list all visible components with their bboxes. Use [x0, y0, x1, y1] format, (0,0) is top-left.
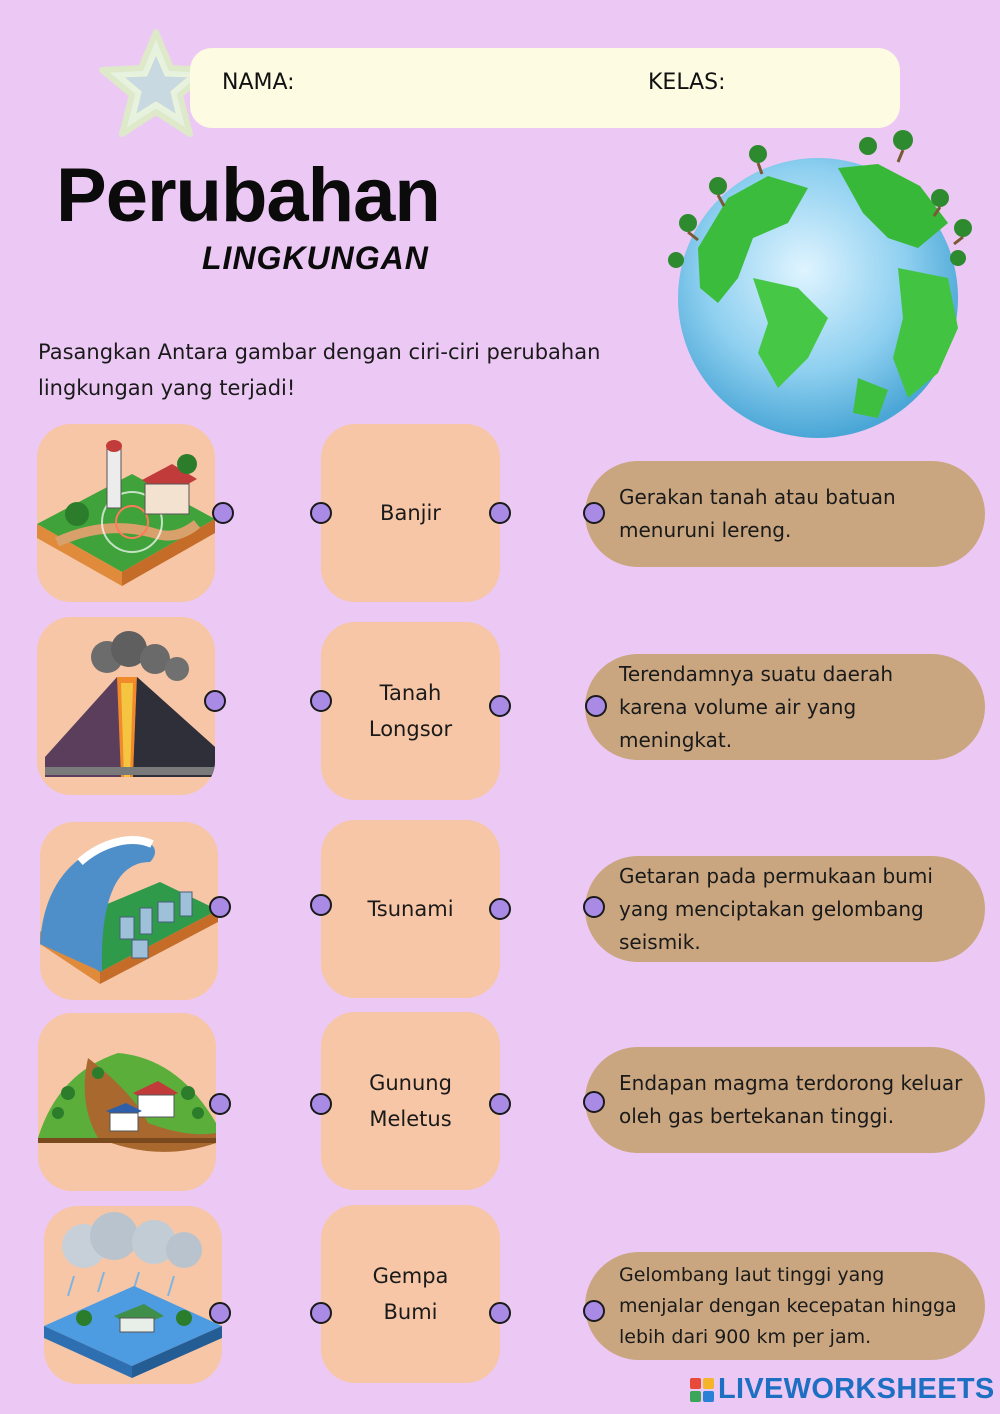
- picture-card-flood: [44, 1206, 222, 1384]
- connector-dot-description-2[interactable]: [585, 695, 607, 717]
- volcano-eruption-illustration-icon: [37, 617, 215, 795]
- description-text: Endapan magma terdorong keluar oleh gas bertekanan tinggi.: [619, 1071, 963, 1128]
- answer-card-banjir[interactable]: [321, 424, 500, 602]
- picture-card-earthquake: [37, 424, 215, 602]
- description-text: Gerakan tanah atau batuan menuruni lereng.: [619, 485, 896, 542]
- name-class-bar: [190, 48, 900, 128]
- connector-dot-description-3[interactable]: [583, 896, 605, 918]
- connector-dot-word-right-3[interactable]: [489, 898, 511, 920]
- connector-dot-description-5[interactable]: [583, 1300, 605, 1322]
- connector-dot-picture-2[interactable]: [204, 690, 226, 712]
- instruction-text: Pasangkan Antara gambar dengan ciri-ciri perubahan lingkungan yang terjadi!: [38, 340, 601, 400]
- answer-card-tsunami[interactable]: [321, 820, 500, 998]
- brand-text: LIVEWORKSHEETS: [718, 1373, 995, 1405]
- globe-icon: [658, 128, 978, 440]
- description-text: Getaran pada permukaan bumi yang menciptakan gelombang seismik.: [619, 863, 933, 954]
- answer-label: Banjir: [380, 501, 441, 525]
- connector-dot-picture-1[interactable]: [212, 502, 234, 524]
- description-pill-4: [585, 1047, 985, 1153]
- answer-label: Tanah Longsor: [368, 681, 453, 741]
- description-text: Terendamnya suatu daerah karena volume air yang meningkat.: [619, 661, 894, 752]
- connector-dot-word-left-4[interactable]: [310, 1093, 332, 1115]
- page-title: Perubahan: [56, 153, 440, 238]
- connector-dot-picture-4[interactable]: [209, 1093, 231, 1115]
- answer-label: Gunung Meletus: [369, 1071, 452, 1131]
- answer-card-gunung-meletus[interactable]: [321, 1012, 500, 1190]
- page-subtitle: LINGKUNGAN: [202, 240, 429, 276]
- connector-dot-word-left-3[interactable]: [310, 894, 332, 916]
- landslide-illustration-icon: [38, 1013, 216, 1191]
- answer-label: Tsunami: [367, 897, 454, 921]
- connector-dot-description-1[interactable]: [583, 502, 605, 524]
- liveworksheets-logo-icon: [690, 1378, 714, 1402]
- connector-dot-word-right-4[interactable]: [489, 1093, 511, 1115]
- description-pill-2: [585, 654, 985, 760]
- liveworksheets-logo: [690, 1373, 995, 1406]
- description-text: Gelombang laut tinggi yang menjalar dengan kecepatan hingga lebih dari 900 km per jam.: [619, 1263, 957, 1348]
- picture-card-tsunami: [40, 822, 218, 1000]
- picture-card-landslide: [38, 1013, 216, 1191]
- connector-dot-word-left-5[interactable]: [310, 1302, 332, 1324]
- answer-label: Gempa Bumi: [372, 1264, 449, 1324]
- connector-dot-picture-3[interactable]: [209, 896, 231, 918]
- connector-dot-word-left-2[interactable]: [310, 690, 332, 712]
- connector-dot-word-right-5[interactable]: [489, 1302, 511, 1324]
- connector-dot-word-left-1[interactable]: [310, 502, 332, 524]
- tsunami-illustration-icon: [40, 822, 218, 1000]
- answer-card-tanah-longsor[interactable]: [321, 622, 500, 800]
- connector-dot-word-right-1[interactable]: [489, 502, 511, 524]
- description-pill-5: [585, 1252, 985, 1360]
- description-pill-3: [585, 856, 985, 962]
- answer-card-gempa-bumi[interactable]: [321, 1205, 500, 1383]
- connector-dot-description-4[interactable]: [583, 1091, 605, 1113]
- earthquake-illustration-icon: [37, 424, 215, 602]
- name-field-label[interactable]: NAMA:: [222, 70, 295, 95]
- description-pill-1: [585, 461, 985, 567]
- picture-card-volcano: [37, 617, 215, 795]
- flood-illustration-icon: [44, 1206, 222, 1384]
- class-field-label[interactable]: KELAS:: [648, 70, 726, 95]
- connector-dot-word-right-2[interactable]: [489, 695, 511, 717]
- connector-dot-picture-5[interactable]: [209, 1302, 231, 1324]
